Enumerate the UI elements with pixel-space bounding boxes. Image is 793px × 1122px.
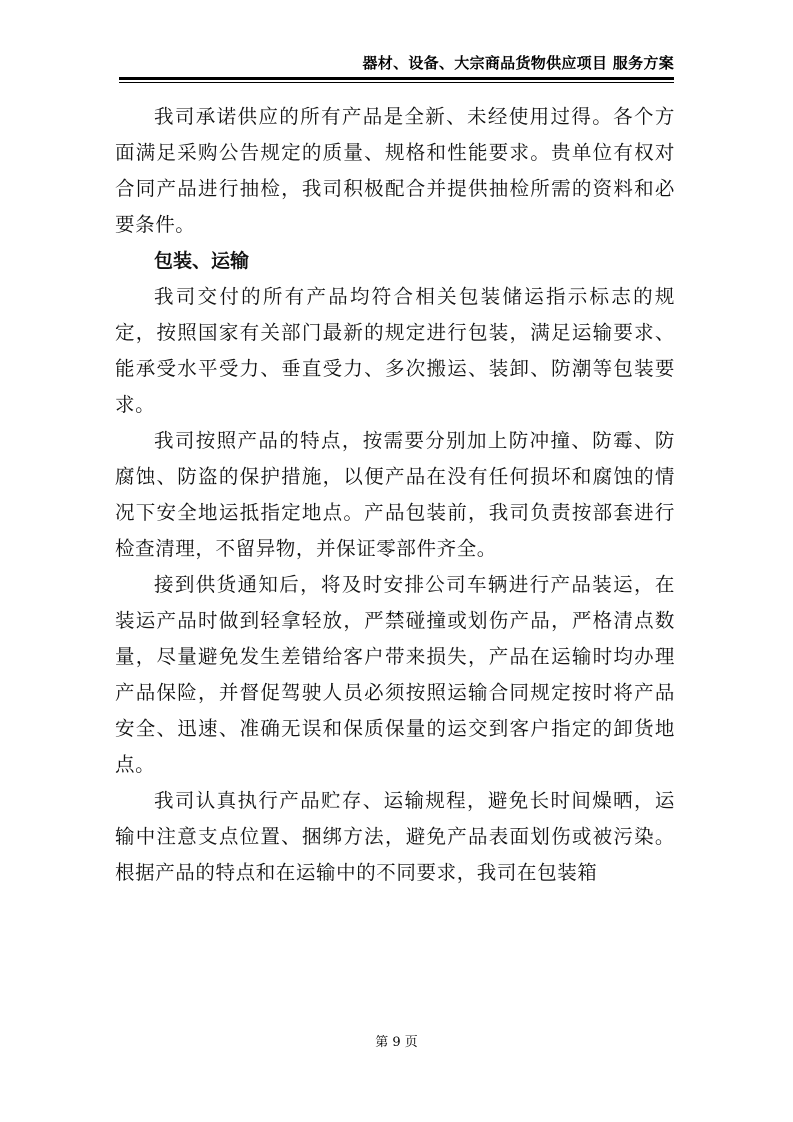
paragraph-quality-commitment: 我司承诺供应的所有产品是全新、未经使用过得。各个方面满足采购公告规定的质量、规格和性能要求。贵单位有权对合同产品进行抽检，我司积极配合并提供抽检所需的资料和必要条件。 xyxy=(115,105,675,236)
paragraph-storage-transport-rules: 我司认真执行产品贮存、运输规程，避免长时间燥晒，运输中注意支点位置、捆绑方法，避免产品表面划伤或被污染。根据产品的特点和在运输中的不同要求，我司在包装箱 xyxy=(115,789,675,884)
header-divider-thin xyxy=(119,82,674,83)
paragraph-protection-measures: 我司按照产品的特点，按需要分别加上防冲撞、防霉、防腐蚀、防盗的保护措施，以便产品在没有任何损坏和腐蚀的情况下安全地运抵指定地点。产品包装前，我司负责按部套进行检查清理，不留异物，并保证零部件齐全。 xyxy=(115,429,675,560)
paragraph-shipment-handling: 接到供货通知后，将及时安排公司车辆进行产品装运，在装运产品时做到轻拿轻放，严禁碰撞或划伤产品，严格清点数量，尽量避免发生差错给客户带来损失，产品在运输时均办理产品保险，并督促驾驶人员必须按照运输合同规定按时将产品安全、迅速、准确无误和保质保量的运交到客户指定的卸货地点。 xyxy=(115,573,675,776)
section-heading-packaging-transport: 包装、运输 xyxy=(154,250,250,272)
header-divider-thick xyxy=(119,77,674,80)
page-number: 第 9 页 xyxy=(375,1035,418,1050)
document-header-title: 器材、设备、大宗商品货物供应项目 服务方案 xyxy=(362,54,674,72)
document-body xyxy=(115,99,675,891)
paragraph-packaging-standards: 我司交付的所有产品均符合相关包装储运指示标志的规定，按照国家有关部门最新的规定进行包装，满足运输要求、能承受水平受力、垂直受力、多次搬运、装卸、防潮等包装要求。 xyxy=(115,285,675,416)
